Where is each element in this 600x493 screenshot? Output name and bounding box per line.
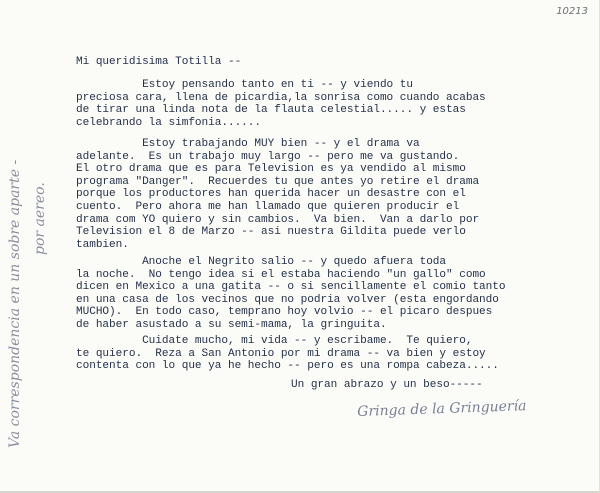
document-id-number: 10213 — [556, 6, 588, 17]
handwritten-signature: Gringa de la Gringuería — [357, 398, 527, 420]
margin-note-line-2: por aereo. — [32, 182, 48, 255]
letter-greeting: Mi queridisima Totilla -- — [76, 56, 242, 68]
paragraph-4: Cuidate mucho, mi vida -- y escribame. Te quiero, te quiero. Reza a San Antonio por mi drama -- va bien y estoy contenta con lo que ya he hecho -- pero es una rompa cabeza..... — [76, 335, 499, 373]
paragraph-1: Estoy pensando tanto en ti -- y viendo tu preciosa cara, llena de picardia,la sonrisa como cuando acabas de tirar una linda nota de la flauta celestial..... y estas celebrando la simfonia...... — [76, 79, 486, 129]
paragraph-3: Anoche el Negrito salio -- y quedo afuera toda la noche. No tengo idea si el estaba haciendo "un gallo" como dicen en Mexico a una gatita -- o si sencillamente el comio tanto en una casa de los vecinos que no podria volver (esta engordando MUCHO). En todo caso, temprano hoy volvio -- el picaro despues de haber asustado a su semi-mama, la gringuita. — [76, 256, 506, 331]
letter-closing: Un gran abrazo y un beso----- — [291, 379, 483, 391]
paragraph-2: Estoy trabajando MUY bien -- y el drama va adelante. Es un trabajo muy largo -- pero me va gustando. El otro drama que es para Television es ya vendido al mismo programa "Danger". Recuerdes tu que antes yo retire el drama porque los productores han querida hacer un desastre con el cuento. Pero ahora me han llamado que quieren producir el drama com YO quiero y sin cambios. Va bien. Van a darlo por Television el 8 de Marzo -- asi nuestra Gildita puede verlo tambien. — [76, 138, 480, 251]
margin-note-line-1: Va correspondencia en un sobre aparte - — [7, 159, 23, 448]
